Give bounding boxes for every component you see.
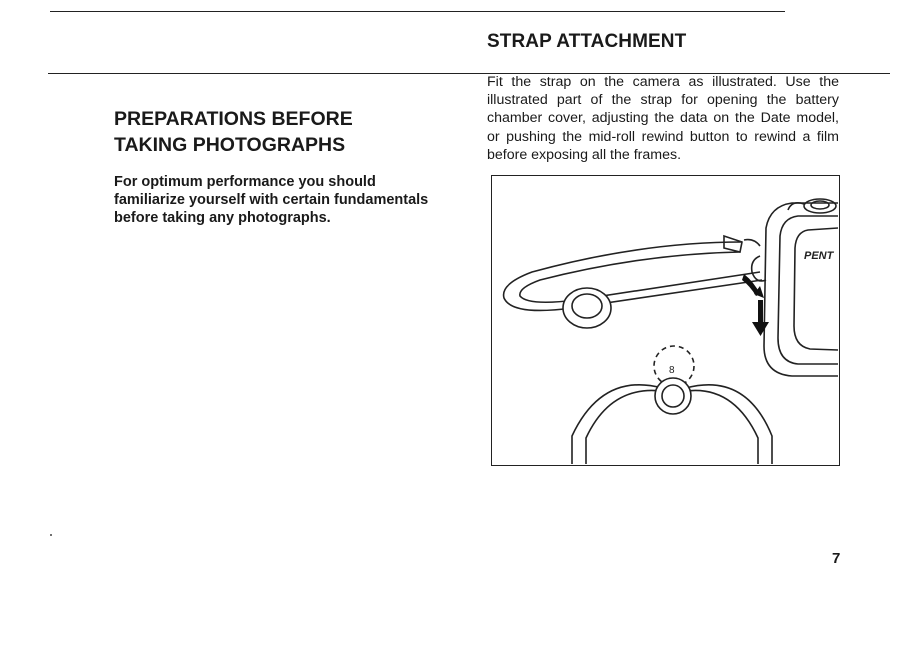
heading-line-2: TAKING PHOTOGRAPHS — [114, 134, 346, 156]
camera-body — [764, 199, 838, 376]
strap-detail-view — [572, 346, 772, 464]
page-mark — [50, 534, 52, 536]
top-rule — [50, 11, 785, 12]
strap-instructions-paragraph: Fit the strap on the camera as illustrated. Use the illustrated part of the strap for opening the battery chamber cover, adjusting the data on the Date model, or pushing the mid-roll rewind button to rewind a film before exposing all the frames. — [487, 74, 839, 163]
camera-brand-logo: PENT — [804, 250, 834, 262]
heading-line-1: PREPARATIONS BEFORE — [114, 108, 353, 130]
section-heading-preparations — [114, 106, 414, 158]
page-number: 7 — [832, 550, 841, 567]
strap-disc-tool — [563, 288, 611, 328]
strap-loop — [504, 236, 766, 310]
intro-paragraph: For optimum performance you should familiarize yourself with certain fundamentals before taking any photographs. — [114, 174, 429, 226]
strap-illustration — [491, 175, 840, 466]
section-heading-strap-attachment: STRAP ATTACHMENT — [487, 31, 687, 52]
detail-callout-number: 8 — [669, 365, 675, 376]
